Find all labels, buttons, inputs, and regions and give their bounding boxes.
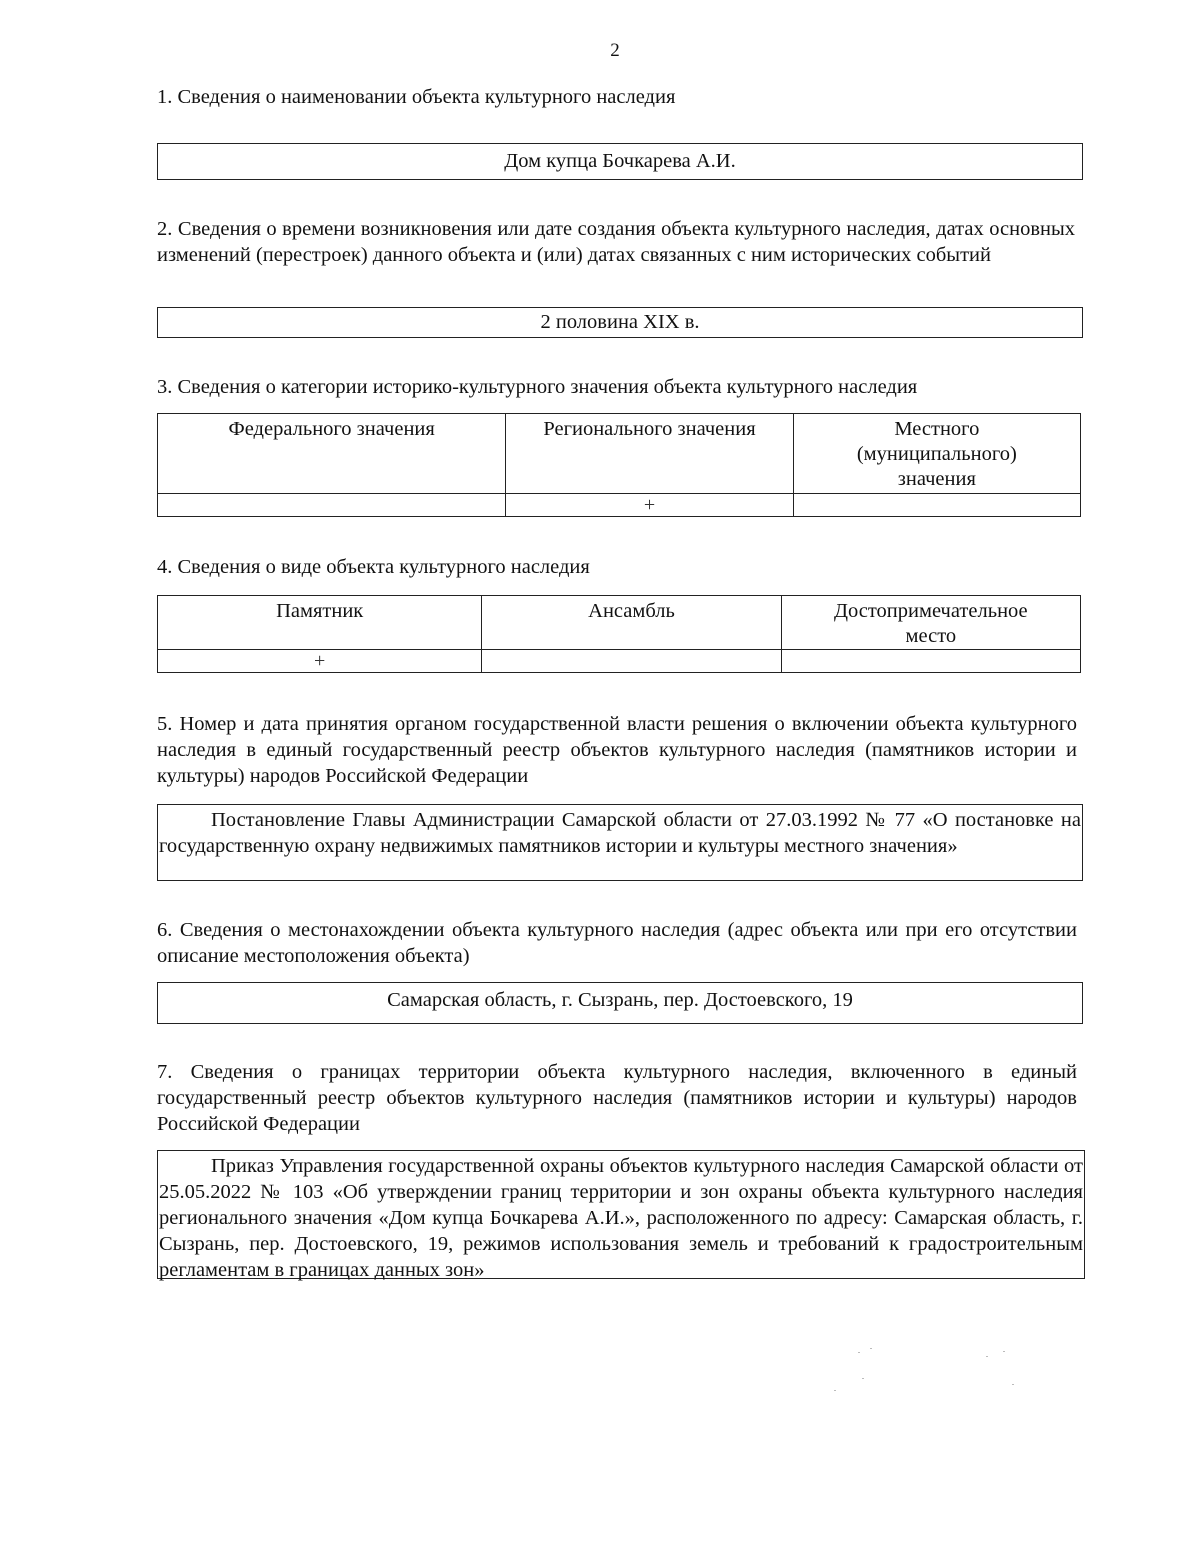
kind-mark-row: [158, 650, 1081, 673]
category-mark-local: [793, 494, 1080, 517]
category-mark-row: [158, 494, 1081, 517]
scan-speck: [834, 1390, 836, 1391]
section-7-heading: 7. Сведения о границах территории объекта культурного наследия, включенного в единый государственный реестр объектов культурного наследия (памятников истории и культуры) народов Российской Федерации: [157, 1061, 1077, 1135]
section-1-heading: 1. Сведения о наименовании объекта культурного наследия: [157, 86, 676, 108]
location-value: Самарская область, г. Сызрань, пер. Достоевского, 19: [387, 989, 853, 1011]
category-mark-federal: [158, 494, 506, 517]
scan-speck: [858, 1352, 860, 1353]
section-3-heading: 3. Сведения о категории историко-культурного значения объекта культурного наследия: [157, 376, 918, 398]
category-header-regional: Регионального значения: [506, 414, 793, 494]
page-number: 2: [610, 40, 620, 61]
scan-speck: [986, 1356, 988, 1357]
kind-header-landmark: Достопримечательное место: [781, 596, 1080, 650]
scan-speck: [870, 1348, 872, 1349]
registry-decision-value: Постановление Главы Администрации Самарской области от 27.03.1992 № 77 «О постановке на государственную охрану недвижимых памятников истории и культуры местного значения»: [159, 809, 1081, 857]
kind-table: [157, 595, 1081, 673]
kind-header-ensemble: Ансамбль: [482, 596, 781, 650]
section-4-heading: 4. Сведения о виде объекта культурного наследия: [157, 556, 590, 578]
category-mark-regional: +: [506, 494, 793, 517]
section-6-heading: 6. Сведения о местонахождении объекта культурного наследия (адрес объекта или при его отсутствии описание местоположения объекта): [157, 919, 1077, 967]
section-5-heading: 5. Номер и дата принятия органом государственной власти решения о включении объекта культурного наследия в единый государственный реестр объектов культурного наследия (памятников истории и культуры) народов Российской Федерации: [157, 713, 1077, 787]
section-2-heading: 2. Сведения о времени возникновения или дате создания объекта культурного наследия, датах основных изменений (перестроек) данного объекта и (или) датах связанных с ним исторических событий: [157, 218, 1075, 266]
scan-speck: [1012, 1384, 1014, 1385]
boundaries-value: Приказ Управления государственной охраны объектов культурного наследия Самарской области от 25.05.2022 № 103 «Об утверждении границ территории и зон охраны объекта культурного наследия регионального значения «Дом купца Бочкарева А.И.», расположенного по адресу: Самарская область, г. Сызрань, пер. Достоевского, 19, режимов использования земель и требований к градостроительным регламентам в границах данных зон»: [159, 1155, 1083, 1281]
object-name-value: Дом купца Бочкарева А.И.: [504, 150, 736, 172]
scan-speck: [1003, 1351, 1005, 1352]
location-box: [157, 982, 1083, 1024]
category-header-local: Местного (муниципального) значения: [793, 414, 1080, 494]
scan-speck: [862, 1378, 864, 1379]
kind-mark-landmark: [781, 650, 1080, 673]
kind-mark-ensemble: [482, 650, 781, 673]
object-date-box: [157, 307, 1083, 338]
registry-decision-box: [157, 804, 1083, 881]
kind-header-row: [158, 596, 1081, 650]
category-table: [157, 413, 1081, 517]
category-header-row: [158, 414, 1081, 494]
object-name-box: [157, 143, 1083, 180]
kind-mark-monument: +: [158, 650, 482, 673]
boundaries-box: [157, 1150, 1085, 1279]
kind-header-monument: Памятник: [158, 596, 482, 650]
object-date-value: 2 половина XIX в.: [540, 311, 700, 333]
category-header-federal: Федерального значения: [158, 414, 506, 494]
